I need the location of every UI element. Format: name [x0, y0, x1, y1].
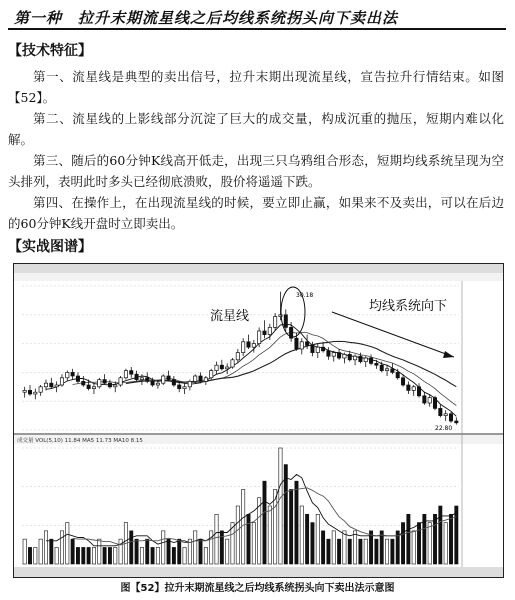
candle-up: [55, 385, 58, 387]
candle-down: [295, 338, 298, 349]
volume-bar: [401, 523, 404, 564]
volume-bar: [439, 506, 442, 564]
candle-up: [34, 392, 37, 394]
candle-down: [247, 342, 250, 347]
volume-bar: [444, 523, 447, 564]
volume-bar: [428, 523, 431, 564]
volume-bar: [252, 523, 255, 564]
candle-up: [162, 376, 165, 383]
candle-down: [172, 380, 175, 385]
volume-bar: [375, 539, 378, 564]
candle-up: [252, 344, 255, 348]
candle-up: [353, 356, 356, 360]
ma-down-label: 均线系统向下: [369, 299, 448, 314]
chart-bottom-toolbar: [14, 567, 503, 577]
candle-up: [39, 387, 42, 392]
volume-bar: [321, 531, 324, 564]
candle-down: [305, 342, 308, 346]
candle-down: [337, 353, 340, 358]
candle-down: [449, 414, 452, 421]
volume-bar: [263, 481, 266, 564]
volume-bar: [194, 531, 197, 564]
volume-bar: [71, 539, 74, 564]
candle-down: [348, 354, 351, 359]
volume-bar: [92, 547, 95, 564]
candle-down: [108, 383, 111, 387]
candle-up: [194, 376, 197, 381]
candle-up: [98, 380, 101, 387]
stock-chart: [13, 263, 504, 578]
volume-bar: [39, 539, 42, 564]
volume-bar: [226, 539, 229, 564]
volume-bar: [412, 531, 415, 564]
volume-bar: [76, 547, 79, 564]
volume-bar: [311, 523, 314, 564]
volume-bar: [289, 489, 292, 564]
volume-bar: [353, 531, 356, 564]
volume-ma-5: [46, 475, 456, 546]
candle-down: [396, 372, 399, 377]
volume-bar: [114, 547, 117, 564]
volume-bar: [455, 506, 458, 564]
candle-down: [220, 365, 223, 369]
candle-up: [428, 398, 431, 403]
candle-down: [130, 371, 133, 375]
chart-grid: [22, 286, 459, 564]
candle-down: [263, 331, 266, 335]
candle-up: [226, 367, 229, 369]
candle-up: [332, 353, 335, 357]
trend-arrow-line: [332, 312, 454, 357]
volume-bar: [55, 547, 58, 564]
volume-bar: [204, 547, 207, 564]
volume-bar: [82, 547, 85, 564]
volume-bar: [146, 539, 149, 564]
volume-bar: [417, 523, 420, 564]
candle-down: [407, 385, 410, 390]
candle-up: [412, 387, 415, 391]
candle-down: [135, 374, 138, 379]
candle-up: [23, 390, 26, 392]
volume-bar: [236, 506, 239, 564]
candle-up: [444, 414, 447, 416]
volume-bar: [268, 506, 271, 564]
volume-bar: [359, 539, 362, 564]
volume-bar: [279, 448, 282, 564]
volume-bar: [295, 481, 298, 564]
indicator-title: 成交量 VOL(5,10) 11.84 MA5 11.73 MA10 8.15: [17, 438, 143, 444]
candle-up: [242, 342, 245, 353]
candle-down: [50, 383, 53, 387]
candle-up: [385, 369, 388, 371]
volume-bar: [343, 531, 346, 564]
candle-up: [188, 381, 191, 386]
candle-down: [439, 408, 442, 415]
candle-down: [369, 358, 372, 363]
volume-bar: [247, 514, 250, 564]
candle-up: [183, 387, 186, 389]
low-price-label: 22.80: [435, 425, 453, 432]
candle-down: [401, 378, 404, 385]
candle-down: [284, 315, 287, 328]
candle-down: [327, 351, 330, 356]
candle-up: [156, 383, 159, 385]
volume-bar: [433, 514, 436, 564]
candle-down: [375, 363, 378, 365]
candle-up: [124, 371, 127, 378]
volume-bar: [135, 539, 138, 564]
candle-down: [359, 356, 362, 361]
candle-down: [311, 345, 314, 352]
volume-bar: [60, 531, 63, 564]
volume-bars: [23, 448, 458, 564]
ma-line-5: [46, 324, 456, 416]
volume-bar: [98, 539, 101, 564]
chart-top-toolbar: [14, 264, 503, 273]
volume-bar: [305, 514, 308, 564]
volume-bar: [167, 539, 170, 564]
volume-bar: [151, 547, 154, 564]
volume-bar: [172, 547, 175, 564]
candle-up: [215, 365, 218, 370]
candle-down: [417, 387, 420, 396]
candle-up: [231, 360, 234, 367]
volume-bar: [103, 547, 106, 564]
candle-down: [87, 385, 90, 389]
volume-bar: [28, 547, 31, 564]
candle-up: [44, 383, 47, 387]
volume-bar: [178, 539, 181, 564]
candle-down: [28, 390, 31, 394]
volume-bar: [348, 539, 351, 564]
candle-up: [210, 371, 213, 378]
candle-down: [103, 380, 106, 384]
volume-bar: [316, 514, 319, 564]
volume-bar: [44, 531, 47, 564]
candle-up: [316, 347, 319, 352]
candle-down: [199, 376, 202, 381]
volume-bar: [156, 547, 159, 564]
section-heading-chart: 【实战图谱】: [8, 239, 92, 255]
volume-bar: [215, 514, 218, 564]
candle-down: [76, 376, 79, 381]
volume-bar: [162, 531, 165, 564]
candle-up: [364, 358, 367, 362]
paragraph-1: 第一、流星线是典型的卖出信号，拉升末期出现流星线，宣告拉升行情结束。如图【52】。: [8, 69, 504, 105]
volume-bar: [130, 531, 133, 564]
section-heading-features: 【技术特征】: [8, 43, 92, 59]
candle-down: [433, 398, 436, 409]
volume-bar: [364, 539, 367, 564]
candle-up: [273, 317, 276, 328]
candle-up: [236, 353, 239, 360]
page-title: 第一种 拉升末期流星线之后均线系统拐头向下卖出法: [14, 9, 399, 27]
volume-bar: [391, 539, 394, 564]
paragraph-2: 第二、流星线的上影线部分沉淀了巨大的成交量，构成沉重的抛压，短期内难以化解。: [8, 111, 504, 147]
candle-up: [268, 327, 271, 334]
volume-bar: [199, 539, 202, 564]
volume-bar: [23, 539, 26, 564]
page-header: [8, 4, 506, 30]
volume-bar: [332, 531, 335, 564]
candle-up: [66, 372, 69, 377]
candle-up: [60, 378, 63, 385]
volume-bar: [327, 539, 330, 564]
volume-bar: [449, 514, 452, 564]
volume-bar: [108, 547, 111, 564]
ma-line-10: [73, 332, 457, 405]
chart-caption: 图【52】拉升末期流星线之后均线系统拐头向下卖出法示意图: [120, 583, 395, 594]
candle-up: [258, 331, 261, 344]
volume-bar: [50, 539, 53, 564]
candle-up: [92, 387, 95, 389]
volume-bar: [385, 539, 388, 564]
candle-down: [151, 381, 154, 385]
candle-down: [178, 385, 181, 389]
paragraph-4: 第四、在操作上，在出现流星线的时候，要立即止赢，如果来不及卖出，可以在后边的60分钟K线开盘时立即卖出。: [8, 195, 504, 231]
moving-average-lines: [46, 324, 456, 416]
volume-bar: [66, 523, 69, 564]
candle-up: [140, 378, 143, 380]
candle-down: [391, 369, 394, 373]
volume-bar: [337, 539, 340, 564]
candle-up: [119, 378, 122, 385]
trend-arrowhead: [443, 351, 454, 358]
candle-up: [114, 385, 117, 387]
candle-down: [167, 376, 170, 380]
candle-down: [380, 365, 383, 370]
candle-down: [82, 381, 85, 385]
candle-up: [300, 342, 303, 349]
volume-bar: [34, 547, 37, 564]
candle-down: [71, 372, 74, 376]
volume-bar: [183, 547, 186, 564]
volume-bar: [220, 531, 223, 564]
high-price-label: 30.18: [296, 292, 314, 299]
candle-up: [204, 378, 207, 382]
chart-menu-strip: [14, 273, 503, 281]
candle-down: [146, 378, 149, 382]
candle-down: [455, 421, 458, 423]
candle-up: [343, 354, 346, 358]
volume-bar: [300, 506, 303, 564]
chart-svg: [14, 264, 503, 577]
volume-bar: [407, 514, 410, 564]
paragraph-3: 第三、随后的60分钟K线高开低走，出现三只乌鸦组合形态，短期均线系统呈现为空头排列，表明此时多头已经彻底溃败，股价将遥遥下跌。: [8, 153, 504, 189]
candle-down: [321, 347, 324, 351]
volume-bar: [87, 547, 90, 564]
volume-bar: [140, 547, 143, 564]
candle-down: [423, 396, 426, 403]
shooting-star-label: 流星线: [210, 309, 250, 324]
